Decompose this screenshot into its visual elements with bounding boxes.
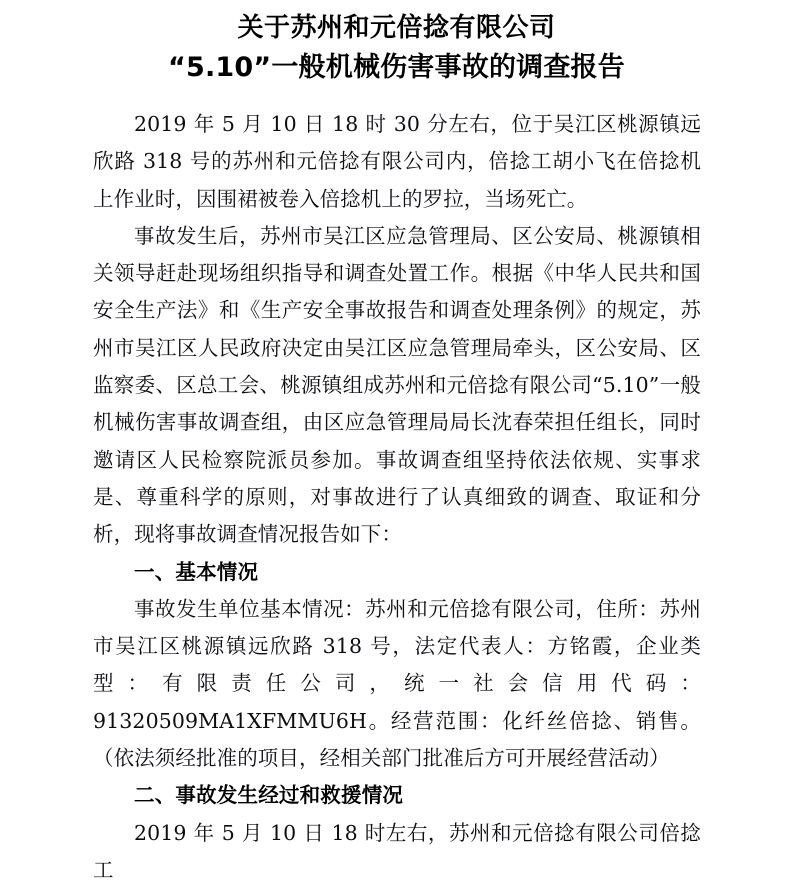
paragraph-accident-process: 2019 年 5 月 10 日 18 时左右，苏州和元倍捻有限公司倍捻工 [93,820,701,882]
title-line-2: “5.10”一般机械伤害事故的调查报告 [168,52,625,83]
page-bottom-clip [0,845,793,851]
page-title [0,0,793,88]
paragraph-investigation-team: 事故发生后，苏州市吴江区应急管理局、区公安局、桃源镇相关领导赶赴现场组织指导和调查处置工作。根据《中华人民共和国安全生产法》和《生产安全事故报告和调查处理条例》的规定，苏州市吴江区人民政府决定由吴江区应急管理局牵头，区公安局、区监察委、区总工会、桃源镇组成苏州和元倍捻有限公司“5.10”一般机械伤害事故调查组，由区应急管理局局长沈春荣担任组长，同时邀请区人民检察院派员参加。事故调查组坚持依法依规、实事求是、尊重科学的原则，对事故进行了认真细致的调查、取证和分析，现将事故调查情况报告如下： [93,223,701,547]
section-heading-basic-situation: 一、基本情况 [134,559,259,584]
title-line-1: 关于苏州和元倍捻有限公司 [237,13,556,43]
paragraph-incident-summary: 2019 年 5 月 10 日 18 时 30 分左右，位于吴江区桃源镇远欣路 318 号的苏州和元倍捻有限公司内，倍捻工胡小飞在倍捻机上作业时，因围裙被卷入倍捻机上的罗拉，当场死亡。 [93,112,701,211]
section-heading-accident-process: 二、事故发生经过和救援情况 [134,783,404,808]
document-body [93,106,701,889]
paragraph-company-details: 事故发生单位基本情况：苏州和元倍捻有限公司，住所：苏州市吴江区桃源镇远欣路 318 号，法定代表人：方铭霞，企业类型：有限责任公司，统一社会信用代码：91320509MA1XFMMU6H。经营范围：化纤丝倍捻、销售。（依法须经批准的项目，经相关部门批准后方可开展经营活动） [93,596,701,771]
